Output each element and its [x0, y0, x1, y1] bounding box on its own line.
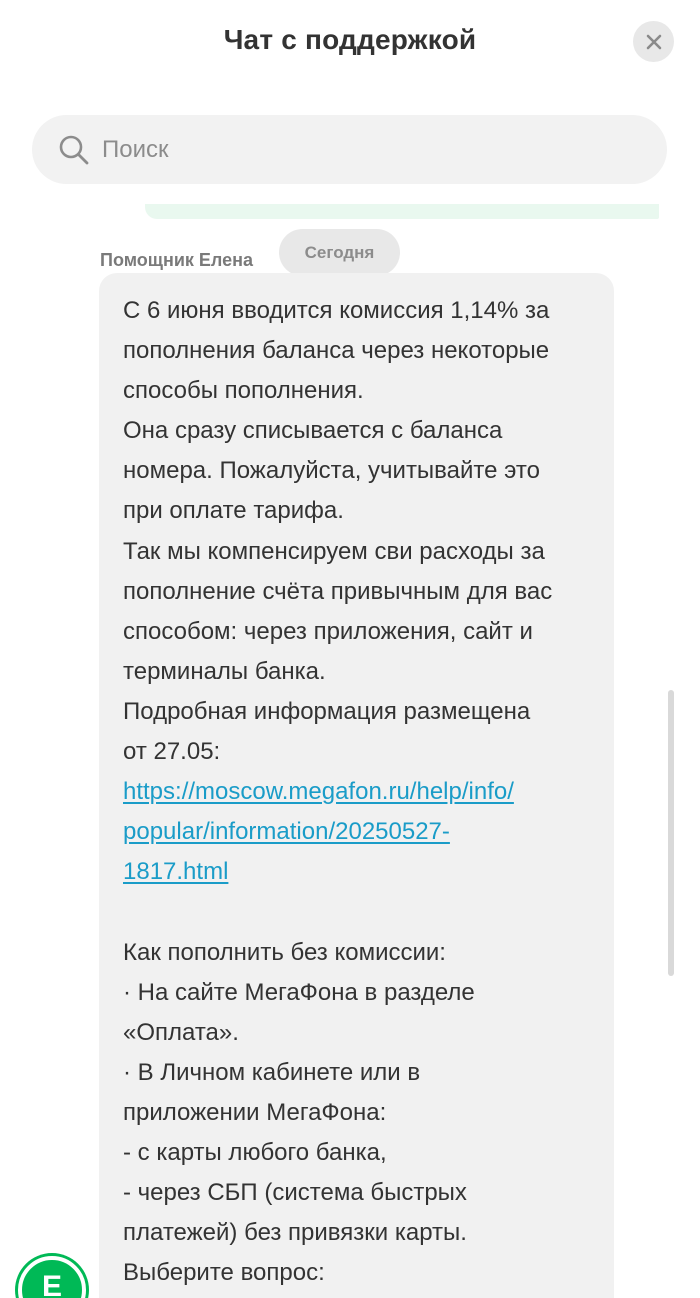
message-line: · На сайте МегаФона в разделе	[123, 978, 475, 1006]
close-button[interactable]	[633, 21, 674, 62]
message-line: Так мы компенсируем сви расходы за	[123, 537, 545, 565]
message-line: при оплате тарифа.	[123, 497, 344, 525]
search-input[interactable]	[102, 136, 602, 164]
message-line: - через СБП (система быстрых	[123, 1179, 467, 1207]
previous-message-bubble	[145, 204, 659, 219]
message-line: пополнение счёта привычным для вас	[123, 577, 553, 605]
page-title: Чат с поддержкой	[223, 24, 477, 55]
chat-header	[0, 0, 700, 86]
message-line: - с карты любого банка,	[123, 1138, 387, 1166]
message-line: номера. Пожалуйста, учитывайте это	[123, 457, 540, 485]
info-link[interactable]: popular/information/20250527-	[123, 818, 450, 846]
message-line: Как пополнить без комиссии:	[123, 938, 446, 966]
message-line: Подробная информация размещена	[123, 697, 531, 725]
message-line: · В Личном кабинете или в	[123, 1058, 421, 1086]
message-bubble	[99, 273, 614, 1298]
avatar	[18, 1256, 86, 1298]
message-line: способы пополнения.	[123, 377, 364, 405]
sender-name: Помощник Елена	[100, 250, 253, 270]
message-line: приложении МегаФона:	[123, 1098, 387, 1126]
message-line	[123, 892, 592, 932]
info-link[interactable]: https://moscow.megafon.ru/help/info/	[123, 778, 514, 806]
message-line: терминалы банка.	[123, 657, 326, 685]
search-icon	[58, 134, 90, 166]
close-icon	[646, 34, 662, 50]
date-badge: Сегодня	[279, 229, 400, 276]
info-link[interactable]: 1817.html	[123, 858, 229, 886]
message-line: платежей) без привязки карты.	[123, 1219, 467, 1247]
message-line: С 6 июня вводится комиссия 1,14% за	[123, 297, 550, 324]
message-line: Она сразу списывается с баланса	[123, 417, 503, 445]
avatar-initial: Е	[41, 1270, 62, 1298]
scrollbar-thumb[interactable]	[668, 690, 674, 976]
search-bar[interactable]	[32, 115, 667, 184]
message-line: «Оплата».	[123, 1018, 239, 1046]
message-line: Выберите вопрос:	[123, 1259, 325, 1287]
message-line: от 27.05:	[123, 738, 221, 766]
message-line: пополнения баланса через некоторые	[123, 337, 550, 365]
message-line: способом: через приложения, сайт и	[123, 617, 533, 645]
